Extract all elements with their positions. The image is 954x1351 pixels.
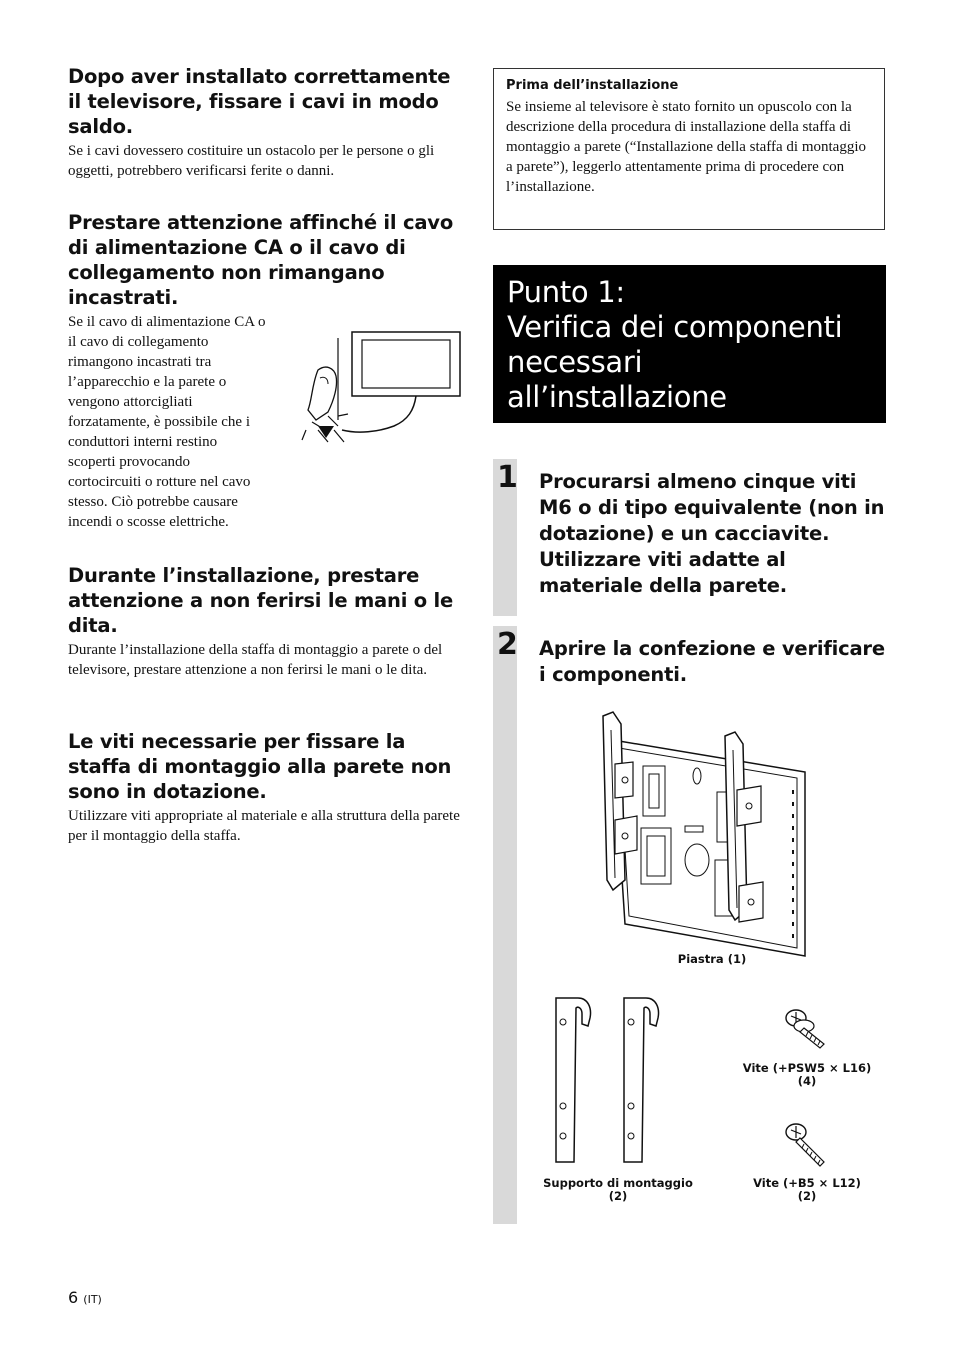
body-line: l’apparecchio e la parete o [68,374,227,390]
note-body: Se insieme al televisore è stato fornito un opuscolo con la descrizione della procedura di installazione della staffa di montaggio a parete (“Installazione della staffa di montaggio a parete”), leggerlo attentamente prima di procedere con l’installazione. [506,99,867,195]
section-body: Utilizzare viti appropriate al materiale e alla struttura della parete per il montaggio della staffa. [68,808,460,844]
section-heading: Le viti necessarie per fissare la staffa di montaggio alla parete non sono in dotazione. [68,730,452,803]
page-number-value: 6 [68,1288,79,1307]
caption-screw-psw: Vite (+PSW5 × L16) (4) [742,1061,872,1088]
body-line: cortocircuiti o rotture nel cavo [68,474,251,490]
section-screws-not-supplied [68,729,464,846]
step-banner [493,265,886,423]
caption-plate: Piastra (1) [677,952,747,966]
caption-line: (2) [608,1189,628,1203]
screw-b-illustration [784,1120,830,1168]
page-number [68,1288,102,1307]
section-body: Durante l’installazione della staffa di montaggio a parete o del televisore, prestare attenzione a non ferirsi le mani o le dita. [68,642,443,678]
banner-line: Punto 1: [507,275,625,309]
step-text: Procurarsi almeno cinque viti M6 o di tipo equivalente (non in dotazione) e un cacciavite. Utilizzare viti adatte al materiale della parete. [539,470,885,597]
wall-plate-illustration [585,710,815,960]
screw-psw-illustration [782,1004,832,1050]
caption-bracket [538,1177,698,1203]
section-heading: Durante l’installazione, prestare attenzione a non ferirsi le mani o le dita. [68,564,454,637]
body-line: vengono attorcigliati [68,394,193,410]
step-number: 1 [497,460,518,495]
step-text: Aprire la confezione e verificare i componenti. [539,637,885,686]
note-box [493,68,885,230]
section-hands-fingers [68,563,464,680]
mounting-bracket-illustration [548,994,678,1166]
section-heading: Dopo aver installato correttamente il televisore, fissare i cavi in modo saldo. [68,65,451,138]
body-line: Se il cavo di alimentazione CA o [68,314,266,330]
body-line: incendi o scosse elettriche. [68,514,229,530]
banner-line: Verifica dei componenti [507,310,843,344]
body-line: scoperti provocando [68,454,191,470]
caption-line: Supporto di montaggio [543,1176,693,1190]
banner-line: necessari [507,345,643,379]
page-number-suffix: (IT) [83,1293,102,1306]
tv-cable-trapped-illustration [298,330,466,448]
section-body: Se i cavi dovessero costituire un ostacolo per le persone o gli oggetti, potrebbero verificarsi ferite o danni. [68,143,435,179]
body-line: rimangono incastrati tra [68,354,212,370]
banner-line: all’installazione [507,380,727,414]
body-line: conduttori interni restino [68,434,218,450]
step-number: 2 [497,627,518,662]
body-line: il cavo di collegamento [68,334,209,350]
body-line: stesso. Ciò potrebbe causare [68,494,238,510]
section-cables-secure [68,64,464,181]
caption-screw-b: Vite (+B5 × L12) (2) [753,1176,861,1203]
step-bar [493,626,517,1224]
section-heading: Prestare attenzione affinché il cavo di alimentazione CA o il cavo di collegamento non rimangano incastrati. [68,211,454,309]
note-title: Prima dell’installazione [506,78,679,93]
body-line: forzatamente, è possibile che i [68,414,251,430]
